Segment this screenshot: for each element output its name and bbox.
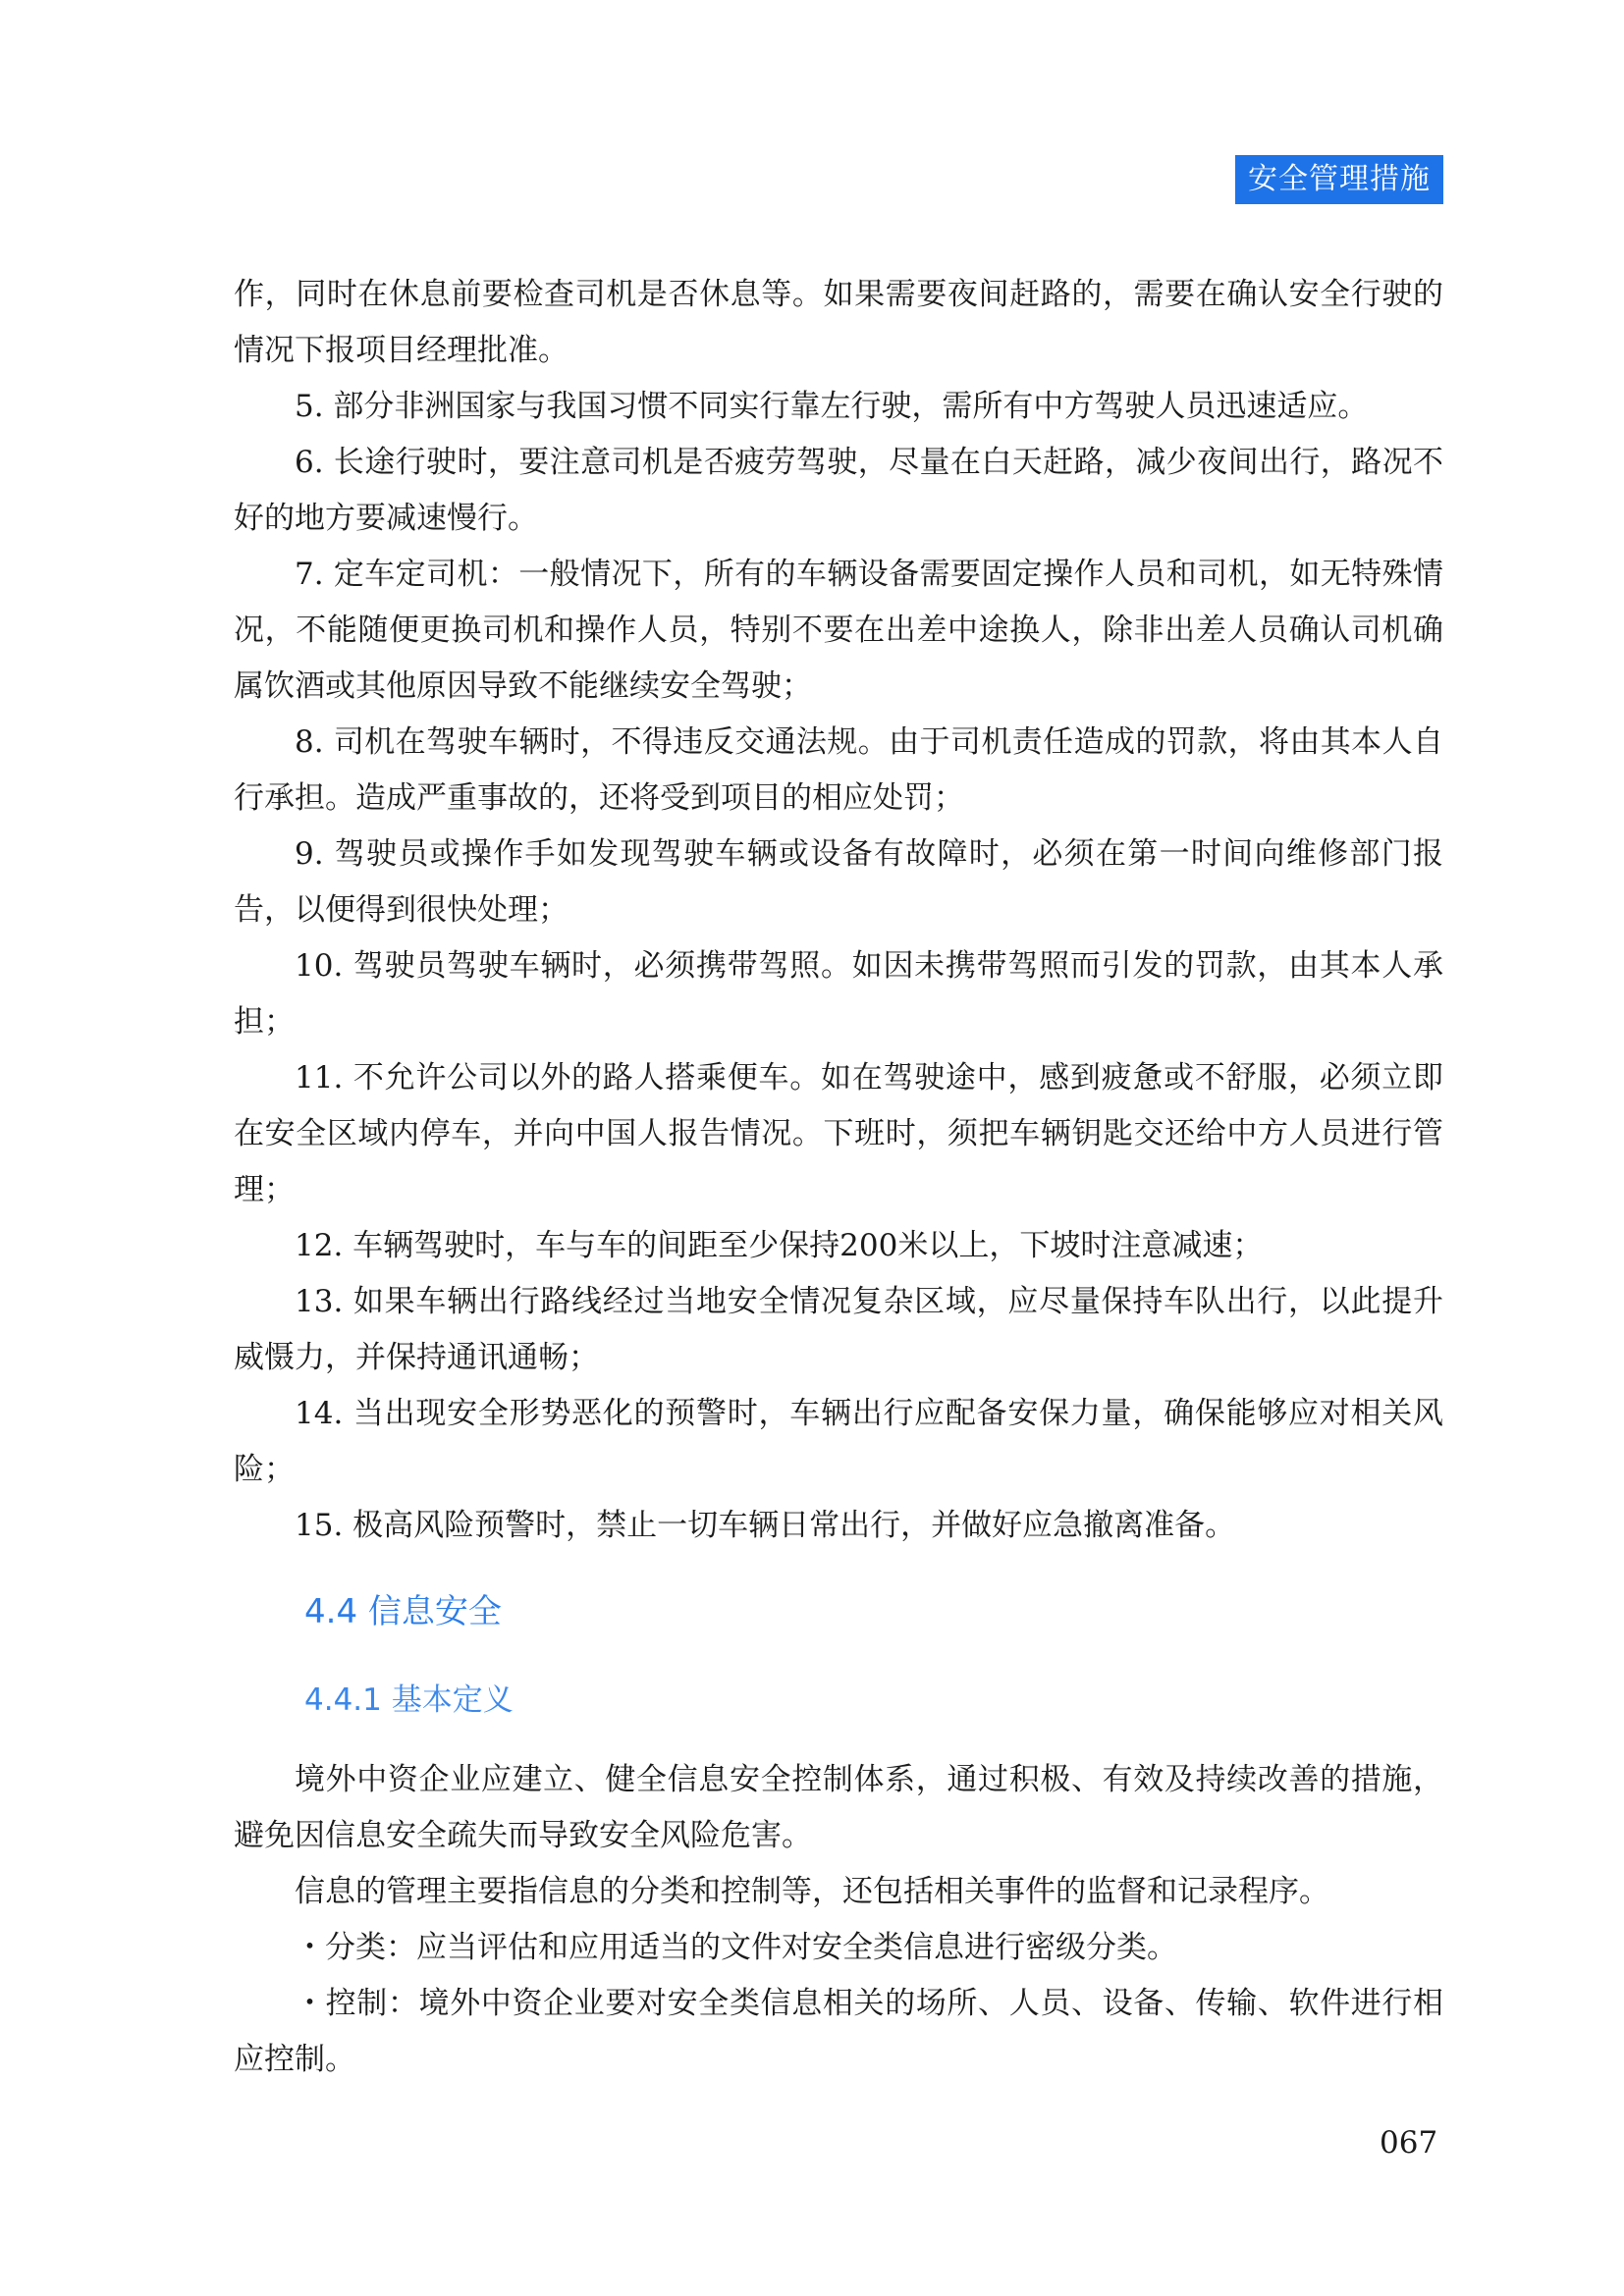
list-item-12: 12. 车辆驾驶时，车与车的间距至少保持200米以上，下坡时注意减速；	[295, 1228, 1264, 1263]
list-item-9: 9. 驾驶员或操作手如发现驾驶车辆或设备有故障时，必须在第一时间向维修部门报告，以便得到很快处理；	[234, 836, 1443, 928]
chapter-header-tag: 安全管理措施	[1235, 155, 1443, 204]
section-heading: 4.4 信息安全	[304, 1592, 502, 1631]
list-item-7: 7. 定车定司机：一般情况下，所有的车辆设备需要固定操作人员和司机，如无特殊情况，不能随便更换司机和操作人员，特别不要在出差中途换人，除非出差人员确认司机确属饮酒或其他原因导致不能继续安全驾驶；	[234, 557, 1443, 704]
page-body	[234, 267, 1443, 2088]
page-number: 067	[1380, 2125, 1438, 2161]
list-item-11: 11. 不允许公司以外的路人搭乘便车。如在驾驶途中，感到疲惫或不舒服，必须立即在安全区域内停车，并向中国人报告情况。下班时，须把车辆钥匙交还给中方人员进行管理；	[234, 1060, 1443, 1207]
list-item-14: 14. 当出现安全形势恶化的预警时，车辆出行应配备安保力量，确保能够应对相关风险；	[234, 1396, 1443, 1487]
list-item-8: 8. 司机在驾驶车辆时，不得违反交通法规。由于司机责任造成的罚款，将由其本人自行承担。造成严重事故的，还将受到项目的相应处罚；	[234, 724, 1443, 816]
subsection-heading: 4.4.1 基本定义	[304, 1682, 514, 1718]
list-item-6: 6. 长途行驶时，要注意司机是否疲劳驾驶，尽量在白天赶路，减少夜间出行，路况不好的地方要减速慢行。	[234, 445, 1443, 536]
paragraph-continued: 作，同时在休息前要检查司机是否休息等。如果需要夜间赶路的，需要在确认安全行驶的情况下报项目经理批准。	[234, 277, 1443, 368]
bullet-control: ・控制：境外中资企业要对安全类信息相关的场所、人员、设备、传输、软件进行相应控制。	[234, 1986, 1443, 2077]
paragraph-definition: 境外中资企业应建立、健全信息安全控制体系，通过积极、有效及持续改善的措施，避免因信息安全疏失而导致安全风险危害。	[234, 1762, 1443, 1853]
list-item-15: 15. 极高风险预警时，禁止一切车辆日常出行，并做好应急撤离准备。	[295, 1508, 1236, 1543]
list-item-10: 10. 驾驶员驾驶车辆时，必须携带驾照。如因未携带驾照而引发的罚款，由其本人承担；	[234, 948, 1443, 1040]
list-item-13: 13. 如果车辆出行路线经过当地安全情况复杂区域，应尽量保持车队出行，以此提升威慑力，并保持通讯通畅；	[234, 1284, 1443, 1375]
paragraph-management: 信息的管理主要指信息的分类和控制等，还包括相关事件的监督和记录程序。	[295, 1874, 1329, 1909]
bullet-classification: ・分类：应当评估和应用适当的文件对安全类信息进行密级分类。	[295, 1930, 1177, 1965]
list-item-5: 5. 部分非洲国家与我国习惯不同实行靠左行驶，需所有中方驾驶人员迅速适应。	[295, 389, 1369, 424]
